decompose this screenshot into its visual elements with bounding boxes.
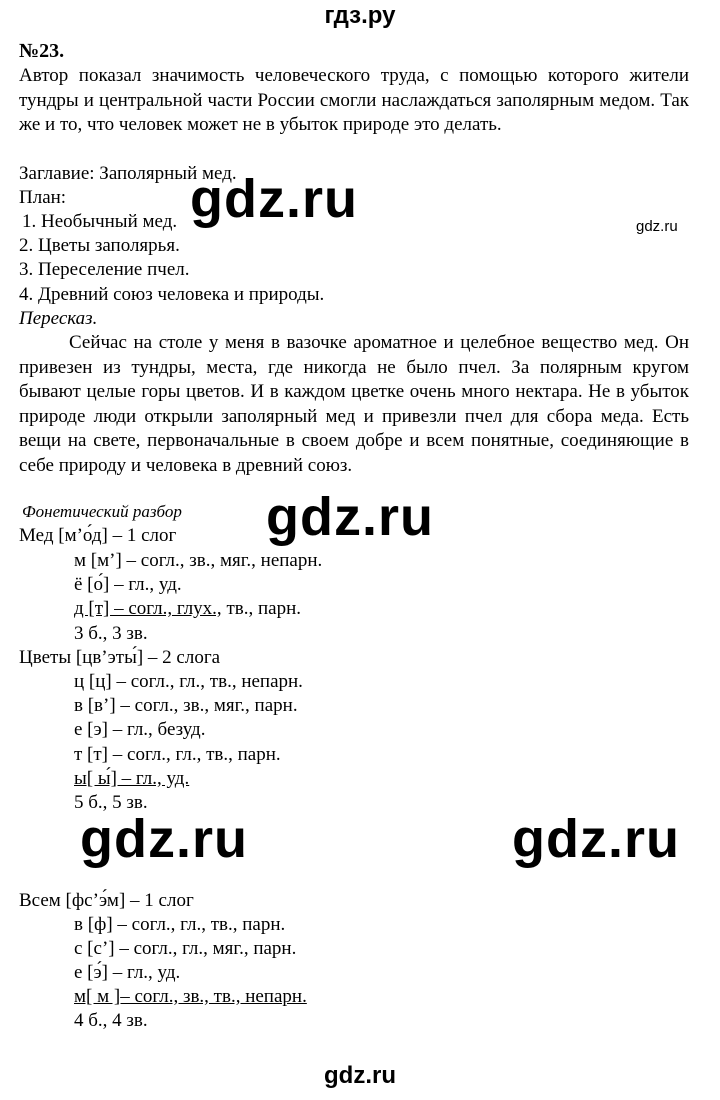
retelling-paragraph: Сейчас на столе у меня в вазочке ароматное и целебное вещество мед. Он привезен из тундры, места, где никогда не было пчел. За полярным кругом бывают целые горы цветов. И в каждом цветке очень много нектара. Не в убыток природе люди открыли заполярный мед и привезли пчел для сбора меда. Есть вещи на свете, первоначальные в своем добре и всем понятные, соединяющие в себе природу и человека в древний союз. xyxy=(19,332,689,476)
plan-item: 2. Цветы заполярья. xyxy=(19,235,180,256)
sound-line: е [э] – гл., безуд. xyxy=(74,719,206,740)
sound-line: е [э́] – гл., уд. xyxy=(74,962,181,983)
rest-part: тв., парн. xyxy=(221,598,301,619)
plan-item: 4. Древний союз человека и природы. xyxy=(19,284,325,305)
intro-paragraph: Автор показал значимость человеческого труда, с помощью которого жители тундры и центральной части России смогли наслаждаться заполярным медом. Так же и то, что человек может не в убыток природе это делать. xyxy=(19,65,689,135)
watermark: gdz.ru xyxy=(80,809,248,869)
sound-line-underlined: ы[ ы́] – гл., уд. xyxy=(74,768,190,789)
word-summary: 4 б., 4 зв. xyxy=(74,1010,148,1031)
phonetic-label: Фонетический разбор xyxy=(22,502,182,521)
sound-line: в [ф] – согл., гл., тв., парн. xyxy=(74,914,286,935)
plan-label: План: xyxy=(19,187,67,208)
sound-line: в [в’] – согл., зв., мяг., парн. xyxy=(74,695,298,716)
watermark: gdz.ru xyxy=(190,169,358,229)
word-head: Цветы [цв’эты́] – 2 слога xyxy=(19,647,221,668)
sound-line: ц [ц] – согл., гл., тв., непарн. xyxy=(74,671,303,692)
sound-line: т [т] – согл., гл., тв., парн. xyxy=(74,744,281,765)
word-head: Всем [фс’э́м] – 1 слог xyxy=(19,890,194,911)
task-number: №23. xyxy=(19,40,65,62)
sound-line-underlined xyxy=(74,597,301,621)
underlined-part: д [т] – согл., глух., xyxy=(74,598,222,619)
word-summary: 3 б., 3 зв. xyxy=(74,623,148,644)
plan-item: 3. Переселение пчел. xyxy=(19,259,190,280)
title-line: Заглавие: Заполярный мед. xyxy=(19,163,237,184)
word-head: Мед [м’о́д] – 1 слог xyxy=(19,525,177,546)
watermark: gdz.ru xyxy=(266,487,434,547)
site-footer: gdz.ru xyxy=(324,1062,396,1089)
word-summary: 5 б., 5 зв. xyxy=(74,792,148,813)
sound-line-underlined: м[ м ]– согл., зв., тв., непарн. xyxy=(74,986,307,1007)
watermark-small: gdz.ru xyxy=(636,218,678,235)
sound-line: ё [о́] – гл., уд. xyxy=(74,574,182,595)
plan-item: 1. Необычный мед. xyxy=(22,211,178,232)
watermark: gdz.ru xyxy=(512,809,680,869)
sound-line: с [с’] – согл., гл., мяг., парн. xyxy=(74,938,297,959)
sound-line: м [м’] – согл., зв., мяг., непарн. xyxy=(74,550,323,571)
retelling-label: Пересказ. xyxy=(19,308,98,329)
site-header: гдз.ру xyxy=(324,2,396,29)
